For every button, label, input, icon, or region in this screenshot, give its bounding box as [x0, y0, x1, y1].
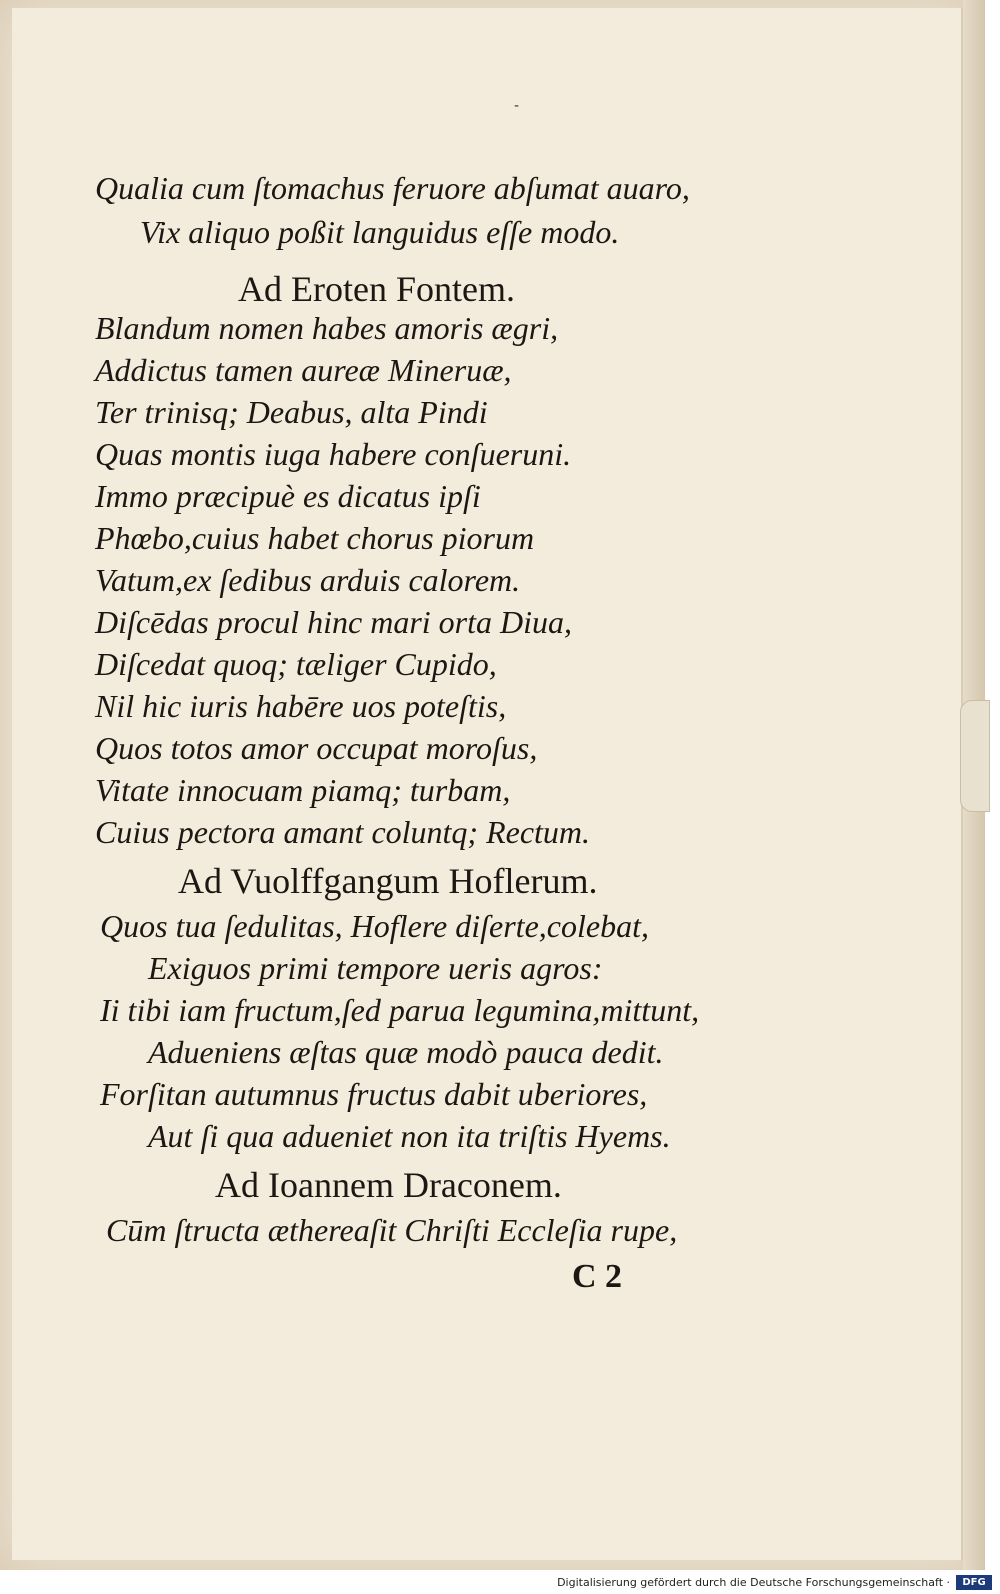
- verse-line: Exiguos primi tempore ueris agros:: [148, 950, 603, 986]
- verse-line: Vatum,ex ſedibus arduis calorem.: [95, 562, 521, 598]
- verse-line: Quos totos amor occupat moroſus,: [95, 730, 538, 766]
- footer-bar: [0, 1572, 1000, 1594]
- verse-line: Diſcedat quoq; tæliger Cupido,: [95, 646, 497, 682]
- verse-line: Quos tua ſedulitas, Hoflere diſerte,colebat,: [100, 908, 649, 944]
- verse-line: Qualia cum ſtomachus feruore abſumat auaro,: [95, 170, 690, 206]
- verse-line: Vitate innocuam piamq; turbam,: [95, 772, 511, 808]
- verse-line: Cūm ſtructa æthereaſit Chriſti Eccleſia rupe,: [106, 1212, 678, 1248]
- verse-line: Ter trinisq; Deabus, alta Pindi: [95, 394, 488, 430]
- verse-line: Forſitan autumnus fructus dabit uberiores,: [100, 1076, 648, 1112]
- verse-line: Immo præcipuè es dicatus ipſi: [95, 478, 481, 514]
- verse-line: Addictus tamen aureæ Mineruæ,: [95, 352, 512, 388]
- verse-line: Phœbo,cuius habet chorus piorum: [95, 520, 535, 556]
- verse-line: Aut ſi qua adueniet non ita triſtis Hyems.: [148, 1118, 671, 1154]
- footer-credit: Digitalisierung gefördert durch die Deutsche Forschungsgemeinschaft ·: [557, 1576, 950, 1589]
- top-mark: -: [514, 98, 520, 114]
- verse-line: Quas montis iuga habere conſueruni.: [95, 436, 572, 472]
- verse-line: Adueniens æſtas quæ modò pauca dedit.: [148, 1034, 664, 1070]
- verse-line: Vix aliquo poßit languidus eſſe modo.: [140, 214, 620, 250]
- verse-line: Blandum nomen habes amoris ægri,: [95, 310, 559, 346]
- page-tab: [960, 700, 990, 812]
- verse-line: Diſcēdas procul hinc mari orta Diua,: [95, 604, 572, 640]
- verse-line: Nil hic iuris habēre uos poteſtis,: [95, 688, 507, 724]
- dfg-logo: DFG: [956, 1575, 992, 1590]
- section-heading: Ad Ioannem Draconem.: [215, 1165, 562, 1205]
- verse-line: Cuius pectora amant coluntq; Rectum.: [95, 814, 591, 850]
- section-heading: Ad Vuolffgangum Hoflerum.: [178, 861, 598, 901]
- section-heading: Ad Eroten Fontem.: [238, 269, 515, 309]
- signature-mark: C 2: [572, 1258, 623, 1295]
- verse-line: Ii tibi iam fructum,ſed parua legumina,mittunt,: [100, 992, 700, 1028]
